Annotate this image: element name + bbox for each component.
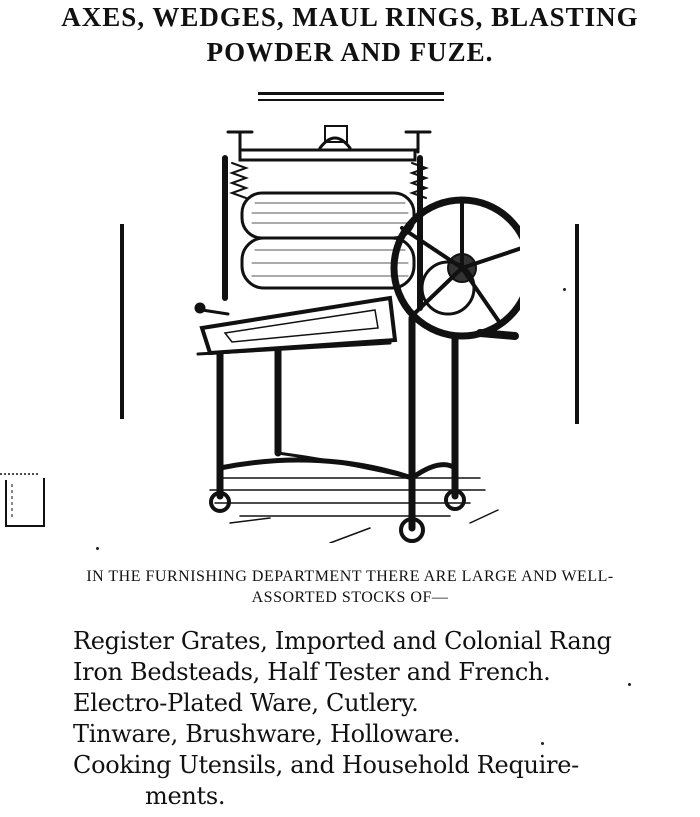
stock-item: Tinware, Brushware, Holloware. — [73, 720, 461, 748]
divider-rule — [258, 92, 444, 95]
stock-list — [73, 626, 700, 812]
print-speck — [96, 547, 99, 550]
stock-item: Cooking Utensils, and Household Require- — [73, 751, 579, 779]
stock-item: Register Grates, Imported and Colonial Rang — [73, 627, 612, 655]
department-text-line-1: IN THE FURNISHING DEPARTMENT THERE ARE LARGE AND WELL- — [86, 568, 614, 585]
heading-line-1: AXES, WEDGES, MAUL RINGS, BLASTING — [61, 2, 639, 32]
stock-item: Electro-Plated Ware, Cutlery. — [73, 689, 419, 717]
stock-item-continuation: ments. — [145, 782, 226, 810]
heading-line-2: POWDER AND FUZE. — [206, 37, 494, 67]
left-column-bar — [120, 224, 124, 419]
department-text-line-2: ASSORTED STOCKS OF— — [251, 589, 449, 606]
print-speck — [563, 288, 566, 291]
mangle-illustration — [180, 118, 520, 543]
divider-rule-thin — [258, 99, 444, 101]
partial-illustration-fragment — [0, 470, 46, 530]
stock-item: Iron Bedsteads, Half Tester and French. — [73, 658, 551, 686]
right-column-bar — [575, 224, 579, 424]
